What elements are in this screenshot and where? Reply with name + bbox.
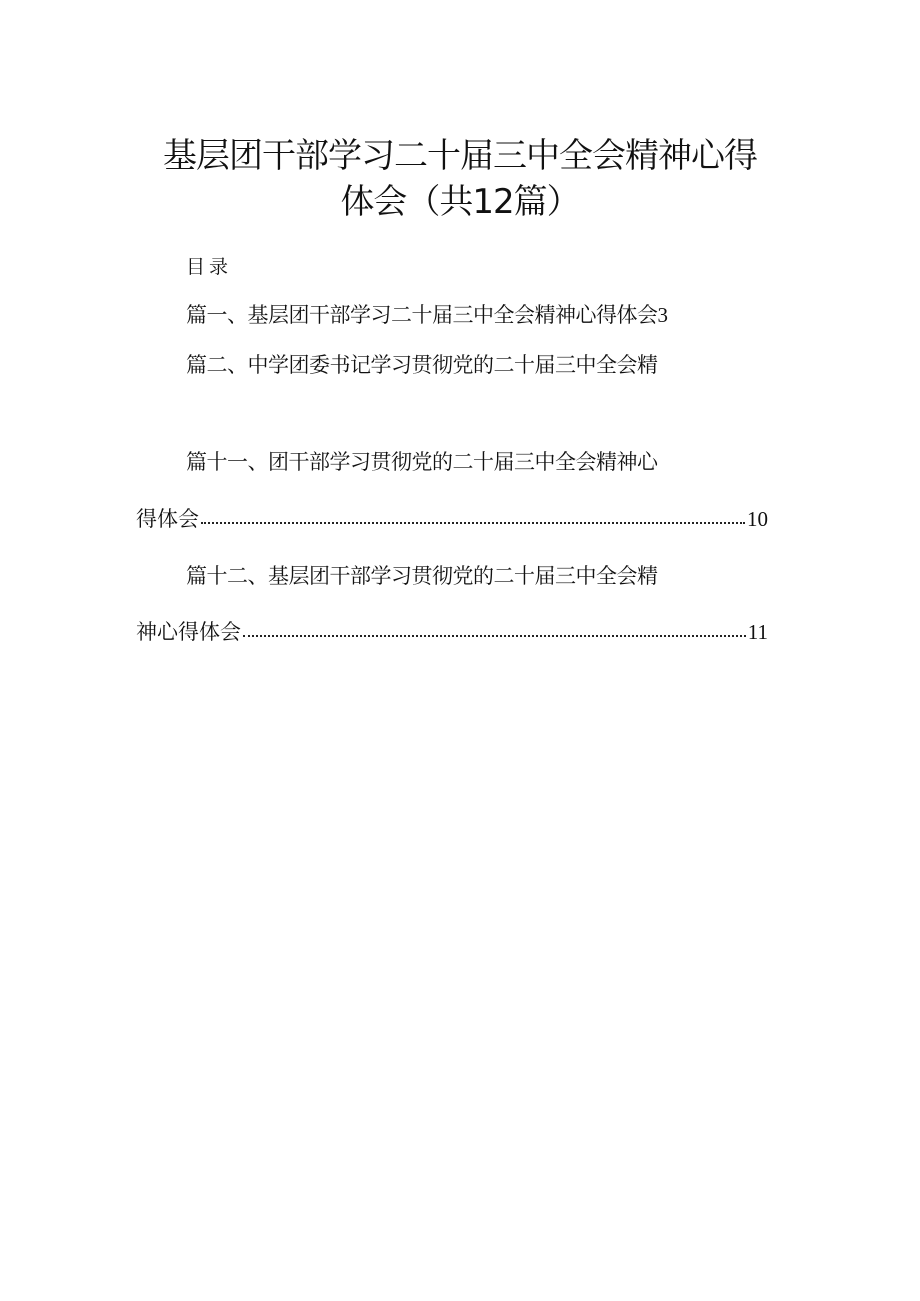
document-title-line-2: 体会（共12篇） [340, 182, 580, 222]
toc-entry-12-page: 11 [747, 620, 768, 644]
toc-entry-1-page: 3 [657, 303, 668, 327]
document-title-line-1: 基层团干部学习二十届三中全会精神心得 [163, 136, 757, 176]
toc-entry-2-text: 篇二、中学团委书记学习贯彻党的二十届三中全会精 [186, 353, 658, 377]
toc-entry-11-line-2[interactable] [136, 504, 768, 534]
toc-entry-12-text: 篇十二、基层团干部学习贯彻党的二十届三中全会精 [186, 564, 658, 588]
toc-entry-11-line-1[interactable] [186, 447, 658, 477]
toc-entry-1-text: 篇一、基层团干部学习二十届三中全会精神心得体会 [186, 303, 658, 327]
toc-entry-1[interactable] [186, 300, 668, 330]
dot-leader [201, 506, 745, 526]
toc-heading: 目录 [186, 256, 233, 278]
toc-entry-11-text: 篇十一、团干部学习贯彻党的二十届三中全会精神心 [186, 450, 658, 474]
toc-entry-12-text-continued: 神心得体会 [136, 620, 241, 644]
toc-entry-11-page: 10 [747, 507, 768, 531]
toc-entry-2[interactable] [186, 350, 658, 380]
toc-entry-12-line-1[interactable] [186, 561, 658, 591]
toc-entry-11-text-continued: 得体会 [136, 507, 199, 531]
toc-entry-12-line-2[interactable] [136, 617, 768, 647]
dot-leader [243, 619, 746, 639]
